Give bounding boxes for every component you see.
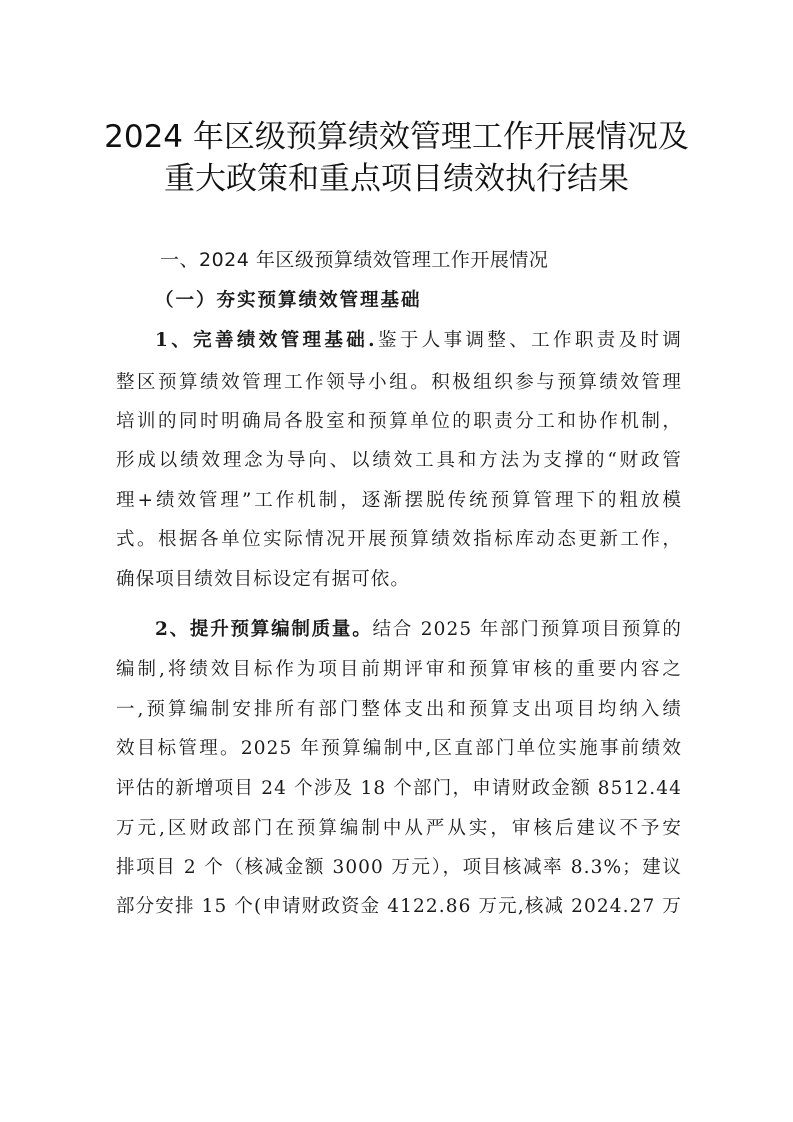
paragraph-2-text: 结合 2025 年部门预算项目预算的 <box>372 619 682 640</box>
paragraph-2-line-2: 编制,将绩效目标作为项目前期评审和预算审核的重要内容之 <box>116 659 682 680</box>
paragraph-2-line-6: 万元,区财政部门在预算编制中从严从实，审核后建议不予安 <box>116 818 682 839</box>
section-heading: 一、2024 年区级预算绩效管理工作开展情况 <box>160 249 549 271</box>
paragraph-1-line-7: 确保项目绩效目标设定有据可依。 <box>116 569 411 590</box>
paragraph-2-line-3: 一,预算编制安排所有部门整体支出和预算支出项目均纳入绩 <box>116 699 682 720</box>
document-title-line-1: 2024 年区级预算绩效管理工作开展情况及 <box>104 119 689 155</box>
paragraph-1-text: 鉴于人事调整、工作职责及时调 <box>375 330 682 351</box>
paragraph-2-line-4: 效目标管理。2025 年预算编制中,区直部门单位实施事前绩效 <box>116 738 682 759</box>
paragraph-1-line-5: 理+绩效管理”工作机制，逐渐摆脱传统预算管理下的粗放模 <box>116 490 682 511</box>
paragraph-2-lead: 2、提升预算编制质量。 <box>155 619 373 640</box>
paragraph-1-line-3: 培训的同时明确局各股室和预算单位的职责分工和协作机制， <box>116 411 682 432</box>
paragraph-1-lead: 1、完善绩效管理基础. <box>155 330 376 351</box>
paragraph-2-line-8: 部分安排 15 个(申请财政资金 4122.86 万元,核减 2024.27 万 <box>116 896 682 917</box>
document-title-line-2: 重大政策和重点项目绩效执行结果 <box>164 161 629 197</box>
paragraph-1-line-1 <box>155 328 682 354</box>
paragraph-2-line-5: 评估的新增项目 24 个涉及 18 个部门，申请财政金额 8512.44 <box>116 778 682 799</box>
paragraph-1-line-4: 形成以绩效理念为导向、以绩效工具和方法为支撑的“财政管 <box>116 450 682 471</box>
paragraph-2-line-7: 排项目 2 个（核减金额 3000 万元），项目核减率 8.3%；建议 <box>116 857 682 878</box>
paragraph-2-line-1 <box>155 617 682 643</box>
subsection-heading: （一）夯实预算绩效管理基础 <box>155 290 422 311</box>
paragraph-1-line-6: 式。根据各单位实际情况开展预算绩效指标库动态更新工作， <box>116 529 682 550</box>
paragraph-1-line-2: 整区预算绩效管理工作领导小组。积极组织参与预算绩效管理 <box>116 372 682 393</box>
